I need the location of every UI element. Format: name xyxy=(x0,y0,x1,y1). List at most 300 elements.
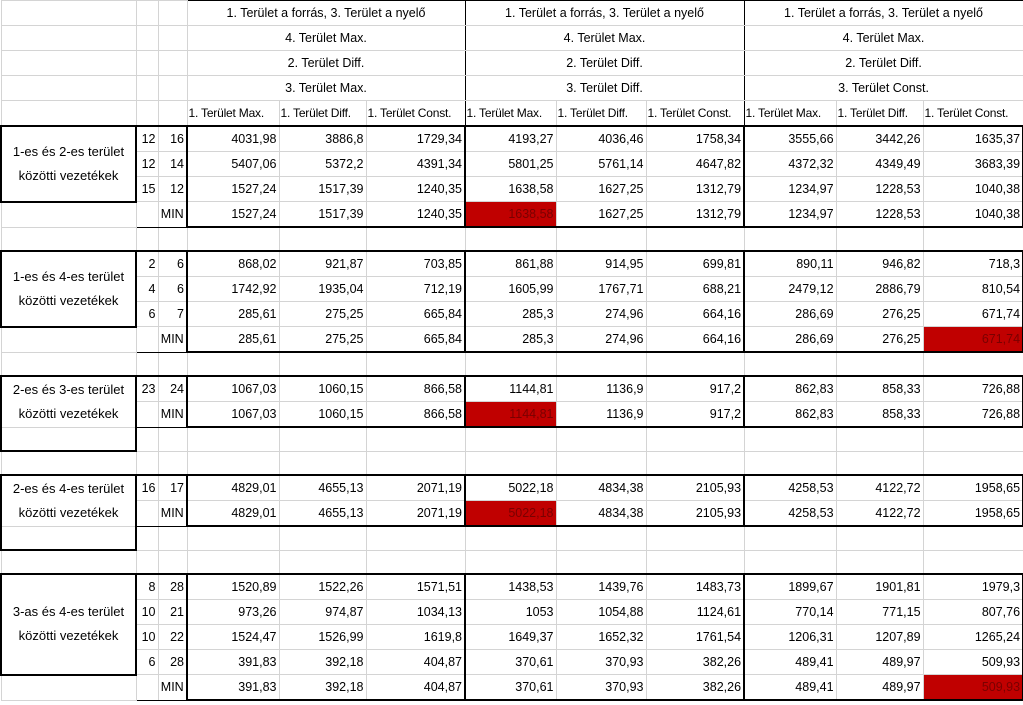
pipe-to[interactable]: 28 xyxy=(158,574,187,600)
empty-cell[interactable] xyxy=(366,227,465,251)
value-cell[interactable]: 1619,8 xyxy=(366,625,465,650)
value-cell[interactable]: 1520,89 xyxy=(187,574,279,600)
empty-cell[interactable] xyxy=(744,227,836,251)
value-cell[interactable]: 665,84 xyxy=(366,302,465,327)
subheader-cell[interactable]: 1. Terület Const. xyxy=(646,101,744,127)
value-cell[interactable]: 382,26 xyxy=(646,650,744,675)
pipe-from[interactable]: 12 xyxy=(136,152,158,177)
value-cell[interactable]: 1144,81 xyxy=(465,376,556,402)
min-label[interactable]: MIN xyxy=(158,675,187,701)
value-cell[interactable]: 274,96 xyxy=(556,302,646,327)
pipe-to[interactable]: 12 xyxy=(158,177,187,202)
empty-cell[interactable] xyxy=(1,550,136,574)
empty-cell[interactable] xyxy=(136,327,158,353)
value-cell[interactable]: 1053 xyxy=(465,600,556,625)
value-cell[interactable]: 1067,03 xyxy=(187,376,279,402)
value-cell[interactable]: 404,87 xyxy=(366,650,465,675)
empty-cell[interactable] xyxy=(556,427,646,451)
empty-cell[interactable] xyxy=(136,526,158,550)
min-value-highlighted[interactable]: 671,74 xyxy=(923,327,1023,353)
value-cell[interactable]: 5801,25 xyxy=(465,152,556,177)
value-cell[interactable]: 4122,72 xyxy=(836,475,923,501)
value-cell[interactable]: 1206,31 xyxy=(744,625,836,650)
value-cell[interactable]: 1627,25 xyxy=(556,177,646,202)
min-value[interactable]: 489,41 xyxy=(744,675,836,701)
min-value[interactable]: 858,33 xyxy=(836,402,923,428)
empty-cell[interactable] xyxy=(465,451,556,475)
value-cell[interactable]: 1652,32 xyxy=(556,625,646,650)
empty-cell[interactable] xyxy=(1,202,136,228)
empty-cell[interactable] xyxy=(836,427,923,451)
empty-cell[interactable] xyxy=(136,550,158,574)
value-cell[interactable]: 1438,53 xyxy=(465,574,556,600)
subheader-cell[interactable]: 1. Terület Max. xyxy=(465,101,556,127)
header-cell-row2[interactable]: 4. Terület Max. xyxy=(465,26,744,51)
min-value[interactable]: 4655,13 xyxy=(279,501,366,527)
empty-cell[interactable] xyxy=(923,526,1023,550)
pipe-to[interactable]: 16 xyxy=(158,126,187,152)
min-value[interactable]: 275,25 xyxy=(279,327,366,353)
value-cell[interactable]: 699,81 xyxy=(646,251,744,277)
value-cell[interactable]: 1060,15 xyxy=(279,376,366,402)
min-value[interactable]: 1627,25 xyxy=(556,202,646,228)
value-cell[interactable]: 1040,38 xyxy=(923,177,1023,202)
value-cell[interactable]: 489,41 xyxy=(744,650,836,675)
group-label[interactable]: 3-as és 4-es terület közötti vezetékek xyxy=(1,574,136,675)
min-value[interactable]: 1040,38 xyxy=(923,202,1023,228)
empty-cell[interactable] xyxy=(836,550,923,574)
empty-cell[interactable] xyxy=(923,427,1023,451)
value-cell[interactable]: 1729,34 xyxy=(366,126,465,152)
empty-cell[interactable] xyxy=(646,352,744,376)
pipe-from[interactable]: 15 xyxy=(136,177,158,202)
min-value[interactable]: 276,25 xyxy=(836,327,923,353)
pipe-from[interactable]: 16 xyxy=(136,475,158,501)
subheader-cell[interactable]: 1. Terület Const. xyxy=(923,101,1023,127)
empty-cell[interactable] xyxy=(646,227,744,251)
pipe-from[interactable]: 6 xyxy=(136,302,158,327)
value-cell[interactable]: 1240,35 xyxy=(366,177,465,202)
min-label[interactable]: MIN xyxy=(158,327,187,353)
empty-cell[interactable] xyxy=(923,550,1023,574)
value-cell[interactable]: 2479,12 xyxy=(744,277,836,302)
value-cell[interactable]: 5761,14 xyxy=(556,152,646,177)
empty-cell[interactable] xyxy=(158,76,187,101)
empty-cell[interactable] xyxy=(366,550,465,574)
empty-cell[interactable] xyxy=(187,526,279,550)
value-cell[interactable]: 276,25 xyxy=(836,302,923,327)
group-label[interactable]: 2-es és 3-es terület közötti vezetékek xyxy=(1,376,136,427)
value-cell[interactable]: 4647,82 xyxy=(646,152,744,177)
empty-cell[interactable] xyxy=(279,526,366,550)
value-cell[interactable]: 4372,32 xyxy=(744,152,836,177)
min-value[interactable]: 1517,39 xyxy=(279,202,366,228)
empty-cell[interactable] xyxy=(136,51,158,76)
empty-cell[interactable] xyxy=(556,352,646,376)
empty-cell[interactable] xyxy=(158,427,187,451)
value-cell[interactable]: 1758,34 xyxy=(646,126,744,152)
pipe-from[interactable]: 8 xyxy=(136,574,158,600)
min-value-highlighted[interactable]: 1638,58 xyxy=(465,202,556,228)
pipe-to[interactable]: 17 xyxy=(158,475,187,501)
empty-cell[interactable] xyxy=(136,101,158,127)
header-cell-row4[interactable]: 3. Terület Const. xyxy=(744,76,1023,101)
value-cell[interactable]: 489,97 xyxy=(836,650,923,675)
empty-cell[interactable] xyxy=(836,526,923,550)
min-value-highlighted[interactable]: 509,93 xyxy=(923,675,1023,701)
value-cell[interactable]: 973,26 xyxy=(187,600,279,625)
value-cell[interactable]: 1526,99 xyxy=(279,625,366,650)
value-cell[interactable]: 917,2 xyxy=(646,376,744,402)
empty-cell[interactable] xyxy=(187,550,279,574)
empty-cell[interactable] xyxy=(556,227,646,251)
empty-cell[interactable] xyxy=(1,675,136,701)
min-value[interactable]: 1060,15 xyxy=(279,402,366,428)
value-cell[interactable]: 3555,66 xyxy=(744,126,836,152)
empty-cell[interactable] xyxy=(136,675,158,701)
empty-cell[interactable] xyxy=(158,51,187,76)
value-cell[interactable]: 914,95 xyxy=(556,251,646,277)
value-cell[interactable]: 861,88 xyxy=(465,251,556,277)
min-value[interactable]: 1234,97 xyxy=(744,202,836,228)
value-cell[interactable]: 1901,81 xyxy=(836,574,923,600)
empty-cell[interactable] xyxy=(366,526,465,550)
empty-cell[interactable] xyxy=(279,451,366,475)
group-label[interactable]: 1-es és 2-es terület közötti vezetékek xyxy=(1,126,136,202)
value-cell[interactable]: 3442,26 xyxy=(836,126,923,152)
subheader-cell[interactable]: 1. Terület Diff. xyxy=(279,101,366,127)
empty-cell[interactable] xyxy=(1,26,136,51)
value-cell[interactable]: 1034,13 xyxy=(366,600,465,625)
value-cell[interactable]: 4349,49 xyxy=(836,152,923,177)
min-value[interactable]: 489,97 xyxy=(836,675,923,701)
empty-cell[interactable] xyxy=(158,101,187,127)
value-cell[interactable]: 866,58 xyxy=(366,376,465,402)
group-label[interactable]: 2-es és 4-es terület közötti vezetékek xyxy=(1,475,136,526)
value-cell[interactable]: 688,21 xyxy=(646,277,744,302)
min-value-highlighted[interactable]: 5022,18 xyxy=(465,501,556,527)
value-cell[interactable]: 4829,01 xyxy=(187,475,279,501)
value-cell[interactable]: 810,54 xyxy=(923,277,1023,302)
min-value[interactable]: 664,16 xyxy=(646,327,744,353)
empty-cell[interactable] xyxy=(136,76,158,101)
empty-cell[interactable] xyxy=(279,352,366,376)
empty-cell[interactable] xyxy=(279,427,366,451)
empty-cell[interactable] xyxy=(158,1,187,26)
value-cell[interactable]: 4031,98 xyxy=(187,126,279,152)
pipe-to[interactable]: 24 xyxy=(158,376,187,402)
pipe-from[interactable]: 12 xyxy=(136,126,158,152)
value-cell[interactable]: 718,3 xyxy=(923,251,1023,277)
empty-cell[interactable] xyxy=(158,352,187,376)
pipe-to[interactable]: 28 xyxy=(158,650,187,675)
value-cell[interactable]: 5022,18 xyxy=(465,475,556,501)
value-cell[interactable]: 286,69 xyxy=(744,302,836,327)
min-value[interactable]: 382,26 xyxy=(646,675,744,701)
min-value[interactable]: 4122,72 xyxy=(836,501,923,527)
value-cell[interactable]: 392,18 xyxy=(279,650,366,675)
empty-cell[interactable] xyxy=(465,427,556,451)
empty-cell[interactable] xyxy=(187,352,279,376)
empty-cell[interactable] xyxy=(923,451,1023,475)
empty-cell[interactable] xyxy=(1,101,136,127)
subheader-cell[interactable]: 1. Terület Diff. xyxy=(836,101,923,127)
min-value[interactable]: 665,84 xyxy=(366,327,465,353)
empty-cell[interactable] xyxy=(1,51,136,76)
subheader-cell[interactable]: 1. Terület Max. xyxy=(187,101,279,127)
empty-cell[interactable] xyxy=(158,26,187,51)
min-value[interactable]: 285,61 xyxy=(187,327,279,353)
empty-cell[interactable] xyxy=(836,352,923,376)
min-value[interactable]: 726,88 xyxy=(923,402,1023,428)
value-cell[interactable]: 1571,51 xyxy=(366,574,465,600)
header-cell-row2[interactable]: 4. Terület Max. xyxy=(744,26,1023,51)
value-cell[interactable]: 1054,88 xyxy=(556,600,646,625)
value-cell[interactable]: 1935,04 xyxy=(279,277,366,302)
value-cell[interactable]: 946,82 xyxy=(836,251,923,277)
pipe-from[interactable]: 2 xyxy=(136,251,158,277)
value-cell[interactable]: 1136,9 xyxy=(556,376,646,402)
header-cell-row4[interactable]: 3. Terület Max. xyxy=(187,76,465,101)
empty-cell[interactable] xyxy=(366,427,465,451)
subheader-cell[interactable]: 1. Terület Diff. xyxy=(556,101,646,127)
min-value[interactable]: 862,83 xyxy=(744,402,836,428)
empty-cell[interactable] xyxy=(158,526,187,550)
min-value[interactable]: 917,2 xyxy=(646,402,744,428)
value-cell[interactable]: 1439,76 xyxy=(556,574,646,600)
value-cell[interactable]: 5372,2 xyxy=(279,152,366,177)
value-cell[interactable]: 285,61 xyxy=(187,302,279,327)
value-cell[interactable]: 4258,53 xyxy=(744,475,836,501)
empty-cell[interactable] xyxy=(136,501,158,527)
header-cell-scenario[interactable]: 1. Terület a forrás, 3. Terület a nyelő xyxy=(465,1,744,26)
value-cell[interactable]: 4391,34 xyxy=(366,152,465,177)
empty-cell[interactable] xyxy=(646,427,744,451)
empty-cell[interactable] xyxy=(1,451,136,475)
value-cell[interactable]: 1899,67 xyxy=(744,574,836,600)
header-cell-scenario[interactable]: 1. Terület a forrás, 3. Terület a nyelő xyxy=(744,1,1023,26)
empty-cell[interactable] xyxy=(1,352,136,376)
empty-cell[interactable] xyxy=(923,227,1023,251)
value-cell[interactable]: 1207,89 xyxy=(836,625,923,650)
value-cell[interactable]: 1638,58 xyxy=(465,177,556,202)
min-value[interactable]: 1527,24 xyxy=(187,202,279,228)
header-cell-scenario[interactable]: 1. Terület a forrás, 3. Terület a nyelő xyxy=(187,1,465,26)
value-cell[interactable]: 1958,65 xyxy=(923,475,1023,501)
min-value[interactable]: 1067,03 xyxy=(187,402,279,428)
empty-cell[interactable] xyxy=(465,352,556,376)
value-cell[interactable]: 391,83 xyxy=(187,650,279,675)
pipe-from[interactable]: 23 xyxy=(136,376,158,402)
value-cell[interactable]: 671,74 xyxy=(923,302,1023,327)
value-cell[interactable]: 1124,61 xyxy=(646,600,744,625)
value-cell[interactable]: 1742,92 xyxy=(187,277,279,302)
value-cell[interactable]: 1767,71 xyxy=(556,277,646,302)
min-value[interactable]: 1136,9 xyxy=(556,402,646,428)
empty-cell[interactable] xyxy=(279,227,366,251)
value-cell[interactable]: 974,87 xyxy=(279,600,366,625)
min-label[interactable]: MIN xyxy=(158,501,187,527)
pipe-from[interactable]: 10 xyxy=(136,600,158,625)
empty-cell[interactable] xyxy=(1,76,136,101)
value-cell[interactable]: 2071,19 xyxy=(366,475,465,501)
empty-cell[interactable] xyxy=(646,451,744,475)
empty-cell[interactable] xyxy=(465,526,556,550)
empty-cell[interactable] xyxy=(1,227,136,251)
min-value[interactable]: 391,83 xyxy=(187,675,279,701)
value-cell[interactable]: 1527,24 xyxy=(187,177,279,202)
value-cell[interactable]: 890,11 xyxy=(744,251,836,277)
pipe-from[interactable]: 4 xyxy=(136,277,158,302)
pipe-to[interactable]: 7 xyxy=(158,302,187,327)
value-cell[interactable]: 275,25 xyxy=(279,302,366,327)
value-cell[interactable]: 1649,37 xyxy=(465,625,556,650)
value-cell[interactable]: 1312,79 xyxy=(646,177,744,202)
pipe-from[interactable]: 10 xyxy=(136,625,158,650)
pipe-to[interactable]: 6 xyxy=(158,277,187,302)
value-cell[interactable]: 1522,26 xyxy=(279,574,366,600)
empty-cell[interactable] xyxy=(136,352,158,376)
value-cell[interactable]: 868,02 xyxy=(187,251,279,277)
min-value[interactable]: 285,3 xyxy=(465,327,556,353)
empty-cell[interactable] xyxy=(556,451,646,475)
value-cell[interactable]: 858,33 xyxy=(836,376,923,402)
empty-cell[interactable] xyxy=(136,402,158,428)
empty-cell[interactable] xyxy=(744,526,836,550)
empty-cell[interactable] xyxy=(187,427,279,451)
empty-cell[interactable] xyxy=(136,202,158,228)
value-cell[interactable]: 4655,13 xyxy=(279,475,366,501)
pipe-to[interactable]: 14 xyxy=(158,152,187,177)
min-value[interactable]: 286,69 xyxy=(744,327,836,353)
value-cell[interactable]: 1979,3 xyxy=(923,574,1023,600)
empty-cell[interactable] xyxy=(136,1,158,26)
value-cell[interactable]: 726,88 xyxy=(923,376,1023,402)
value-cell[interactable]: 703,85 xyxy=(366,251,465,277)
value-cell[interactable]: 3886,8 xyxy=(279,126,366,152)
value-cell[interactable]: 509,93 xyxy=(923,650,1023,675)
value-cell[interactable]: 370,61 xyxy=(465,650,556,675)
min-value[interactable]: 4829,01 xyxy=(187,501,279,527)
value-cell[interactable]: 1483,73 xyxy=(646,574,744,600)
empty-cell[interactable] xyxy=(744,451,836,475)
min-value[interactable]: 1228,53 xyxy=(836,202,923,228)
empty-cell[interactable] xyxy=(744,427,836,451)
pipe-to[interactable]: 6 xyxy=(158,251,187,277)
value-cell[interactable]: 770,14 xyxy=(744,600,836,625)
value-cell[interactable]: 1605,99 xyxy=(465,277,556,302)
empty-cell[interactable] xyxy=(1,526,136,550)
empty-cell[interactable] xyxy=(646,526,744,550)
value-cell[interactable]: 862,83 xyxy=(744,376,836,402)
header-cell-row3[interactable]: 2. Terület Diff. xyxy=(465,51,744,76)
value-cell[interactable]: 4036,46 xyxy=(556,126,646,152)
empty-cell[interactable] xyxy=(923,352,1023,376)
empty-cell[interactable] xyxy=(279,550,366,574)
value-cell[interactable]: 921,87 xyxy=(279,251,366,277)
value-cell[interactable]: 712,19 xyxy=(366,277,465,302)
empty-cell[interactable] xyxy=(366,451,465,475)
empty-cell[interactable] xyxy=(744,352,836,376)
empty-cell[interactable] xyxy=(465,550,556,574)
min-value[interactable]: 370,61 xyxy=(465,675,556,701)
empty-cell[interactable] xyxy=(187,451,279,475)
header-cell-row3[interactable]: 2. Terület Diff. xyxy=(187,51,465,76)
value-cell[interactable]: 664,16 xyxy=(646,302,744,327)
min-value[interactable]: 1240,35 xyxy=(366,202,465,228)
header-cell-row4[interactable]: 3. Terület Diff. xyxy=(465,76,744,101)
empty-cell[interactable] xyxy=(1,327,136,353)
pipe-to[interactable]: 21 xyxy=(158,600,187,625)
subheader-cell[interactable]: 1. Terület Const. xyxy=(366,101,465,127)
value-cell[interactable]: 1517,39 xyxy=(279,177,366,202)
empty-cell[interactable] xyxy=(187,227,279,251)
min-value[interactable]: 404,87 xyxy=(366,675,465,701)
value-cell[interactable]: 285,3 xyxy=(465,302,556,327)
empty-cell[interactable] xyxy=(136,227,158,251)
empty-cell[interactable] xyxy=(366,352,465,376)
empty-cell[interactable] xyxy=(1,427,136,451)
header-cell-row2[interactable]: 4. Terület Max. xyxy=(187,26,465,51)
min-value[interactable]: 4258,53 xyxy=(744,501,836,527)
min-value[interactable]: 2071,19 xyxy=(366,501,465,527)
value-cell[interactable]: 2886,79 xyxy=(836,277,923,302)
value-cell[interactable]: 370,93 xyxy=(556,650,646,675)
empty-cell[interactable] xyxy=(158,550,187,574)
empty-cell[interactable] xyxy=(158,227,187,251)
value-cell[interactable]: 2105,93 xyxy=(646,475,744,501)
empty-cell[interactable] xyxy=(556,526,646,550)
value-cell[interactable]: 1761,54 xyxy=(646,625,744,650)
empty-cell[interactable] xyxy=(646,550,744,574)
group-label[interactable]: 1-es és 4-es terület közötti vezetékek xyxy=(1,251,136,327)
value-cell[interactable]: 4193,27 xyxy=(465,126,556,152)
min-value[interactable]: 392,18 xyxy=(279,675,366,701)
empty-cell[interactable] xyxy=(158,451,187,475)
min-value[interactable]: 274,96 xyxy=(556,327,646,353)
value-cell[interactable]: 4834,38 xyxy=(556,475,646,501)
empty-cell[interactable] xyxy=(556,550,646,574)
min-value[interactable]: 4834,38 xyxy=(556,501,646,527)
value-cell[interactable]: 1524,47 xyxy=(187,625,279,650)
min-label[interactable]: MIN xyxy=(158,402,187,428)
value-cell[interactable]: 807,76 xyxy=(923,600,1023,625)
empty-cell[interactable] xyxy=(136,427,158,451)
value-cell[interactable]: 3683,39 xyxy=(923,152,1023,177)
pipe-to[interactable]: 22 xyxy=(158,625,187,650)
empty-cell[interactable] xyxy=(744,550,836,574)
value-cell[interactable]: 1265,24 xyxy=(923,625,1023,650)
empty-cell[interactable] xyxy=(136,451,158,475)
empty-cell[interactable] xyxy=(836,227,923,251)
value-cell[interactable]: 1635,37 xyxy=(923,126,1023,152)
empty-cell[interactable] xyxy=(136,26,158,51)
value-cell[interactable]: 1234,97 xyxy=(744,177,836,202)
value-cell[interactable]: 5407,06 xyxy=(187,152,279,177)
header-cell-row3[interactable]: 2. Terület Diff. xyxy=(744,51,1023,76)
subheader-cell[interactable]: 1. Terület Max. xyxy=(744,101,836,127)
min-value[interactable]: 866,58 xyxy=(366,402,465,428)
min-label[interactable]: MIN xyxy=(158,202,187,228)
value-cell[interactable]: 771,15 xyxy=(836,600,923,625)
min-value-highlighted[interactable]: 1144,81 xyxy=(465,402,556,428)
value-cell[interactable]: 1228,53 xyxy=(836,177,923,202)
min-value[interactable]: 1958,65 xyxy=(923,501,1023,527)
empty-cell[interactable] xyxy=(836,451,923,475)
min-value[interactable]: 2105,93 xyxy=(646,501,744,527)
pipe-from[interactable]: 6 xyxy=(136,650,158,675)
min-value[interactable]: 1312,79 xyxy=(646,202,744,228)
